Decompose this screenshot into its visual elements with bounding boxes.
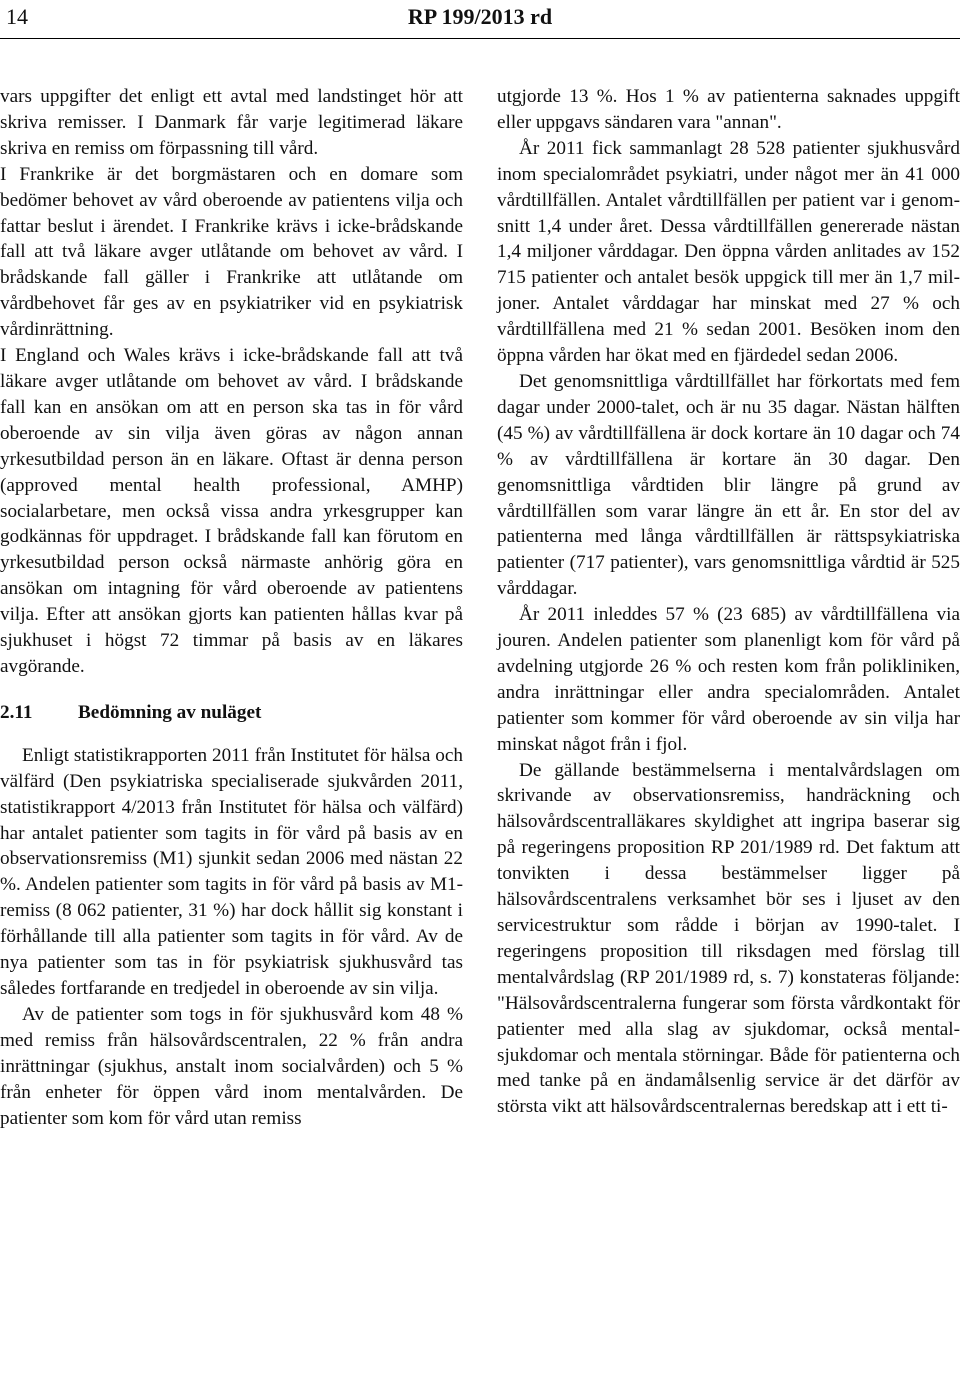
paragraph: Av de patienter som togs in för sjukhusvård kom 48 % med remiss från hälsovårdscentralen, 22 % från andra inrättningar (sjukhus, anstalt inom socialvården) och 5 % från enheter för öppen vård inom mentalvården. De patienter som kom för vård utan remiss bbox=[0, 1003, 463, 1129]
paragraph: Enligt statistikrapporten 2011 från Institutet för hälsa och välfärd (Den psykiatriska specialiserade sjukvården 2011, statistikrapport 4/2013 från Institutet för hälsa och välfärd) har antalet patienter som tagits in för vård på basis av en observationsremiss (M1) sjunkit sedan 2006 med nästan 22 %. Andelen patienter som tagits in för vård på basis av M1-remiss (8 062 patienter, 31 %) har dock hållit sig konstant i förhållande till alla patienter som tagits in för vård. Av de nya patienter som tas in för psykiatrisk sjukhusvård tas således fortfarande en tredjedel in oberoende av sin vilja. bbox=[0, 744, 463, 999]
section-number: 2.11 bbox=[0, 701, 33, 723]
right-column bbox=[497, 84, 960, 1120]
paragraph: Det genomsnittliga vårdtillfället har förkortats med fem dagar under 2000-talet, och är nu 35 dagar. Nästan hälften (45 %) av vårdtillfällena är dock kortare än 10 dagar och 74 % av vårdtillfällena är kortare än 30 dagar. Den genomsnittliga vårdtiden blir längre på grund av vårdtillfällen som varar längre än ett år. En stor del av patienterna med långa vårdtillfällen är rättspsykiatriska patienter (717 patienter), vars genomsnittliga vårdtid är 525 vårddagar. bbox=[497, 370, 960, 600]
page-header bbox=[0, 0, 960, 40]
document-reference: RP 199/2013 rd bbox=[407, 4, 553, 29]
paragraph: I England och Wales krävs i icke-brådskande fall att två läkare avger utlåtande om behovet av vård. I brådskande fall kan en ansökan om att en person ska tas in för vård oberoende av sin vilja även göras av någon annan yrkesutbildad person än en läkare. Oftast är denna person (approved mental health professional, AMHP) socialarbetare, men också vissa andra yrkesgrupper kan godkännas för uppdraget. I brådskande fall kan förutom en yrkesutbildad person också närmaste anhörig göra en ansökan om intagning för vård oberoende av patientens vilja. Efter att ansökan gjorts kan patienten hållas kvar på sjukhuset i högst 72 timmar på basis av en läkares avgörande. bbox=[0, 345, 463, 677]
paragraph: utgjorde 13 %. Hos 1 % av patienterna saknades uppgift eller uppgavs sändaren vara "annan". bbox=[497, 86, 960, 133]
section-heading bbox=[0, 700, 463, 725]
header-divider bbox=[0, 38, 960, 39]
paragraph: I Frankrike är det borgmästaren och en domare som bedömer behovet av vård oberoende av patientens vilja och fattar beslut i ärendet. I Frankrike krävs i icke-brådskande fall att två läkare avger utlåtande om behovet av vård. I brådskande fall gäller i Frankrike att utlåtande om vårdbehovet får ges av en psykiatriker vid en psykiatrisk vårdinrättning. bbox=[0, 163, 463, 341]
section-title: Bedömning av nuläget bbox=[78, 701, 262, 723]
paragraph: De gällande bestämmelserna i mentalvårdslagen om skrivande av observationsremiss, handräckning och hälsovårdscentralläkares skyldighet att ingripa baserar sig på regeringens proposition RP 201/1989 rd. Det faktum att tonvikten i dessa bestämmelser ligger på hälsovårdscentralens verksamhet bör ses i ljuset av den servicestruktur som rådde i början av 1990-talet. I regeringens proposition till riksdagen med förslag till mentalvårdslag (RP 201/1989 rd, s. 7) konstateras följande: "Hälsovårdscentralerna fungerar som första vårdkontakt för patienter med alla slag av sjukdomar, också mentalsjukdomar och mentala störningar. Både för patienterna och med tanke på en ändamålsenlig service är det därför av största vikt att hälsovårdscentralernas beredskap att i ett ti- bbox=[497, 759, 960, 1118]
page-number: 14 bbox=[6, 4, 28, 29]
paragraph: År 2011 inleddes 57 % (23 685) av vårdtillfällena via jouren. Andelen patienter som planenligt kom för vård på avdelning utgjorde 26 % och resten kom från polikliniken, andra inrättningar eller andra specialområden. Antalet patienter som kommer för vård oberoende av sin vilja har minskat något från i fjol. bbox=[497, 604, 960, 755]
paragraph: År 2011 fick sammanlagt 28 528 patienter sjukhusvård inom specialområdet psykiatri, under något mer än 41 000 vårdtillfällen. Antalet vårdtillfällen per patient var i genomsnitt 1,4 under året. Dessa vårdtillfällen genererade nästan 1,4 miljoner vårddagar. Den öppna vården anlitades av 152 715 patienter och antalet besök uppgick till mer än 1,7 miljoner. Antalet vårddagar har minskat med 27 % och vårdtillfällena med 21 % sedan 2001. Besöken inom den öppna vården har ökat med en fjärdedel sedan 2006. bbox=[497, 137, 960, 367]
paragraph: vars uppgifter det enligt ett avtal med landstinget hör att skriva remisser. I Danmark får varje legitimerad läkare skriva en remiss om förpassning till vård. bbox=[0, 86, 463, 159]
left-column bbox=[0, 84, 463, 1131]
